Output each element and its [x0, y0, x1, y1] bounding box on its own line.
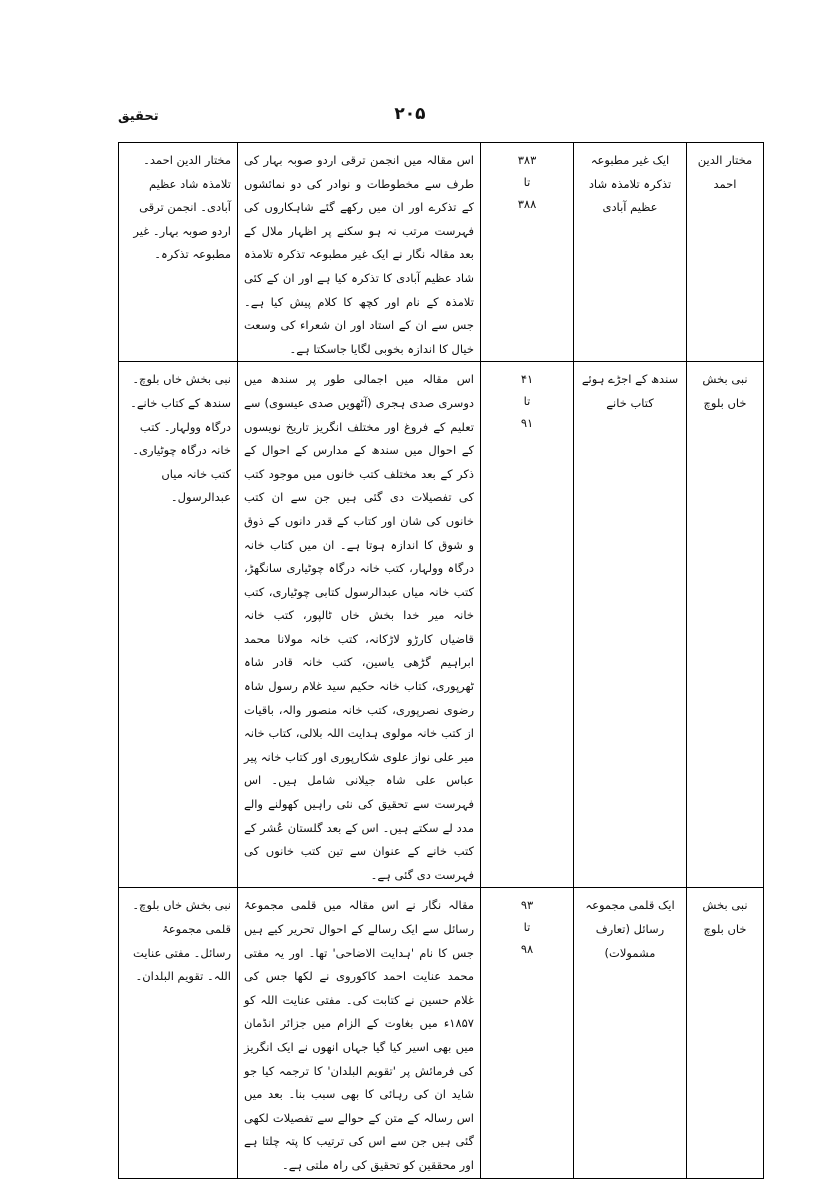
pages-cell — [481, 143, 574, 362]
reference-cell: نبی بخش خاں بلوچ۔ قلمی مجموعۂ رسائل۔ مفتی عنایت اللہ۔ تقویم البلدان۔ — [119, 888, 238, 1178]
pages-cell — [481, 888, 574, 1178]
reference-cell: نبی بخش خاں بلوچ۔ سندھ کے کتاب خانے۔ درگاہ وولہار۔ کتب خانہ درگاہ چوٹیاری۔ کتب خانہ میاں عبدالرسول۔ — [119, 362, 238, 888]
page-sep: تا — [523, 175, 531, 189]
author-cell: نبی بخش خاں بلوچ — [687, 362, 764, 888]
summary-cell: مقالہ نگار نے اس مقالہ میں قلمی مجموعۂ رسائل سے ایک رسالے کے احوال تحریر کیے ہیں جس کا نام 'ہدایت الاضاحی' تھا۔ اور یہ مفتی محمد عنایت احمد کاکوروی نے لکھا جس کی غلام حسین نے کتابت کی۔ مفتی عنایت اللہ کو ۱۸۵۷ء میں بغاوت کے الزام میں جزائر انڈمان میں بھی اسیر کیا گیا جہاں انھوں نے ایک انگریز کی فرمائش پر 'تقویم البلدان' کا ترجمہ کیا جو شاید ان کی رہائی کا بھی سبب بنا۔ بعد میں اس رسالہ کے متن کے حوالے سے تفصیلات لکھی گئی ہیں جن سے اس کی ترتیب کا پتہ چلتا ہے اور محققین کو تحقیق کی راہ ملتی ہے۔ — [238, 888, 481, 1178]
page-sep: تا — [523, 920, 531, 935]
page-end: ۳۸۸ — [517, 197, 537, 211]
index-table — [118, 142, 764, 1179]
table-row — [119, 143, 764, 362]
work-title-cell: ایک قلمی مجموعہ رسائل (تعارف مشمولات) — [574, 888, 687, 1178]
author-cell: نبی بخش خاں بلوچ — [687, 888, 764, 1178]
table-row — [119, 888, 764, 1178]
table-row — [119, 362, 764, 888]
summary-cell: اس مقالہ میں اجمالی طور پر سندھ میں دوسری صدی ہجری (آٹھویں صدی عیسوی) سے تعلیم کے فروغ اور مختلف انگریز تاریخ نویسوں کے احوال میں سندھ کے مدارس کے احوال کے ذکر کے بعد مختلف کتب خانوں میں موجود کتب کی تفصیلات دی گئی ہیں جن سے ان کتب خانوں کی شان اور کتاب کے قدر دانوں کے ذوق و شوق کا اندازہ ہوتا ہے۔ ان میں کتاب خانہ درگاہ وولہار، کتب خانہ درگاہ چوٹیاری سانگھڑ، کتب خانہ میاں عبدالرسول کتابی چوٹیاری، کتب خانہ میر خدا بخش خاں ٹالپور، کتب خانہ قاضیاں کارڑو لاڑکانہ، کتب خانہ مولانا محمد ابراہیم گڑھی یاسین، کتب خانہ قادر شاہ ٹھرپوری، کتاب خانہ حکیم سید غلام رسول شاہ رضوی نصرپوری، کتب خانہ منصور والہ، باقیات از کتب خانہ مولوی ہدایت اللہ بلالی، کتاب خانہ میر علی نواز علوی شکارپوری اور کتاب خانہ پیر عباس علی شاہ جیلانی شامل ہیں۔ اس فہرست سے تحقیق کی نئی راہیں کھولنے والے مدد لے سکتے ہیں۔ اس کے بعد گلستان عُشر کے کتب خانے کے عنوان سے تین کتب خانوں کی فہرست دی گئی ہے۔ — [238, 362, 481, 888]
reference-cell: مختار الدین احمد۔ تلامذہ شاد عظیم آبادی۔ انجمن ترقی اردو صوبہ بہار۔ غیر مطبوعہ تذکرہ۔ — [119, 143, 238, 362]
journal-title: تحقیق — [118, 109, 159, 124]
pages-cell — [481, 362, 574, 888]
summary-cell: اس مقالہ میں انجمن ترقی اردو صوبہ بہار کی طرف سے مخطوطات و نوادر کی دو نمائشوں کے تذکرے اور ان میں رکھے گئے شاہکاروں کی فہرست مرتب نہ ہو سکنے پر اظہار ملال کے بعد مقالہ نگار نے ایک غیر مطبوعہ تذکرہ تلامذہ شاد عظیم آبادی کا تذکرہ کیا ہے اور ان کے کئی تلامذہ کے نام اور کچھ کا کلام پیش کیا ہے۔ جس سے ان کے استاد اور ان شعراء کی وسعت خیال کا اندازہ بخوبی لگایا جاسکتا ہے۔ — [238, 143, 481, 362]
author-cell: مختار الدین احمد — [687, 143, 764, 362]
page-start: ۹۳ — [520, 898, 534, 913]
page-number: ۲۰۵ — [394, 104, 426, 124]
page-sep: تا — [523, 394, 531, 409]
work-title-cell: سندھ کے اجڑے ہوئے کتاب خانے — [574, 362, 687, 888]
work-title-cell: ایک غیر مطبوعہ تذکرہ تلامذہ شاد عظیم آبادی — [574, 143, 687, 362]
page-start: ۳۸۳ — [517, 153, 537, 167]
page-end: ۹۱ — [520, 416, 534, 431]
page-end: ۹۸ — [520, 942, 534, 957]
page-start: ۴۱ — [520, 372, 534, 387]
